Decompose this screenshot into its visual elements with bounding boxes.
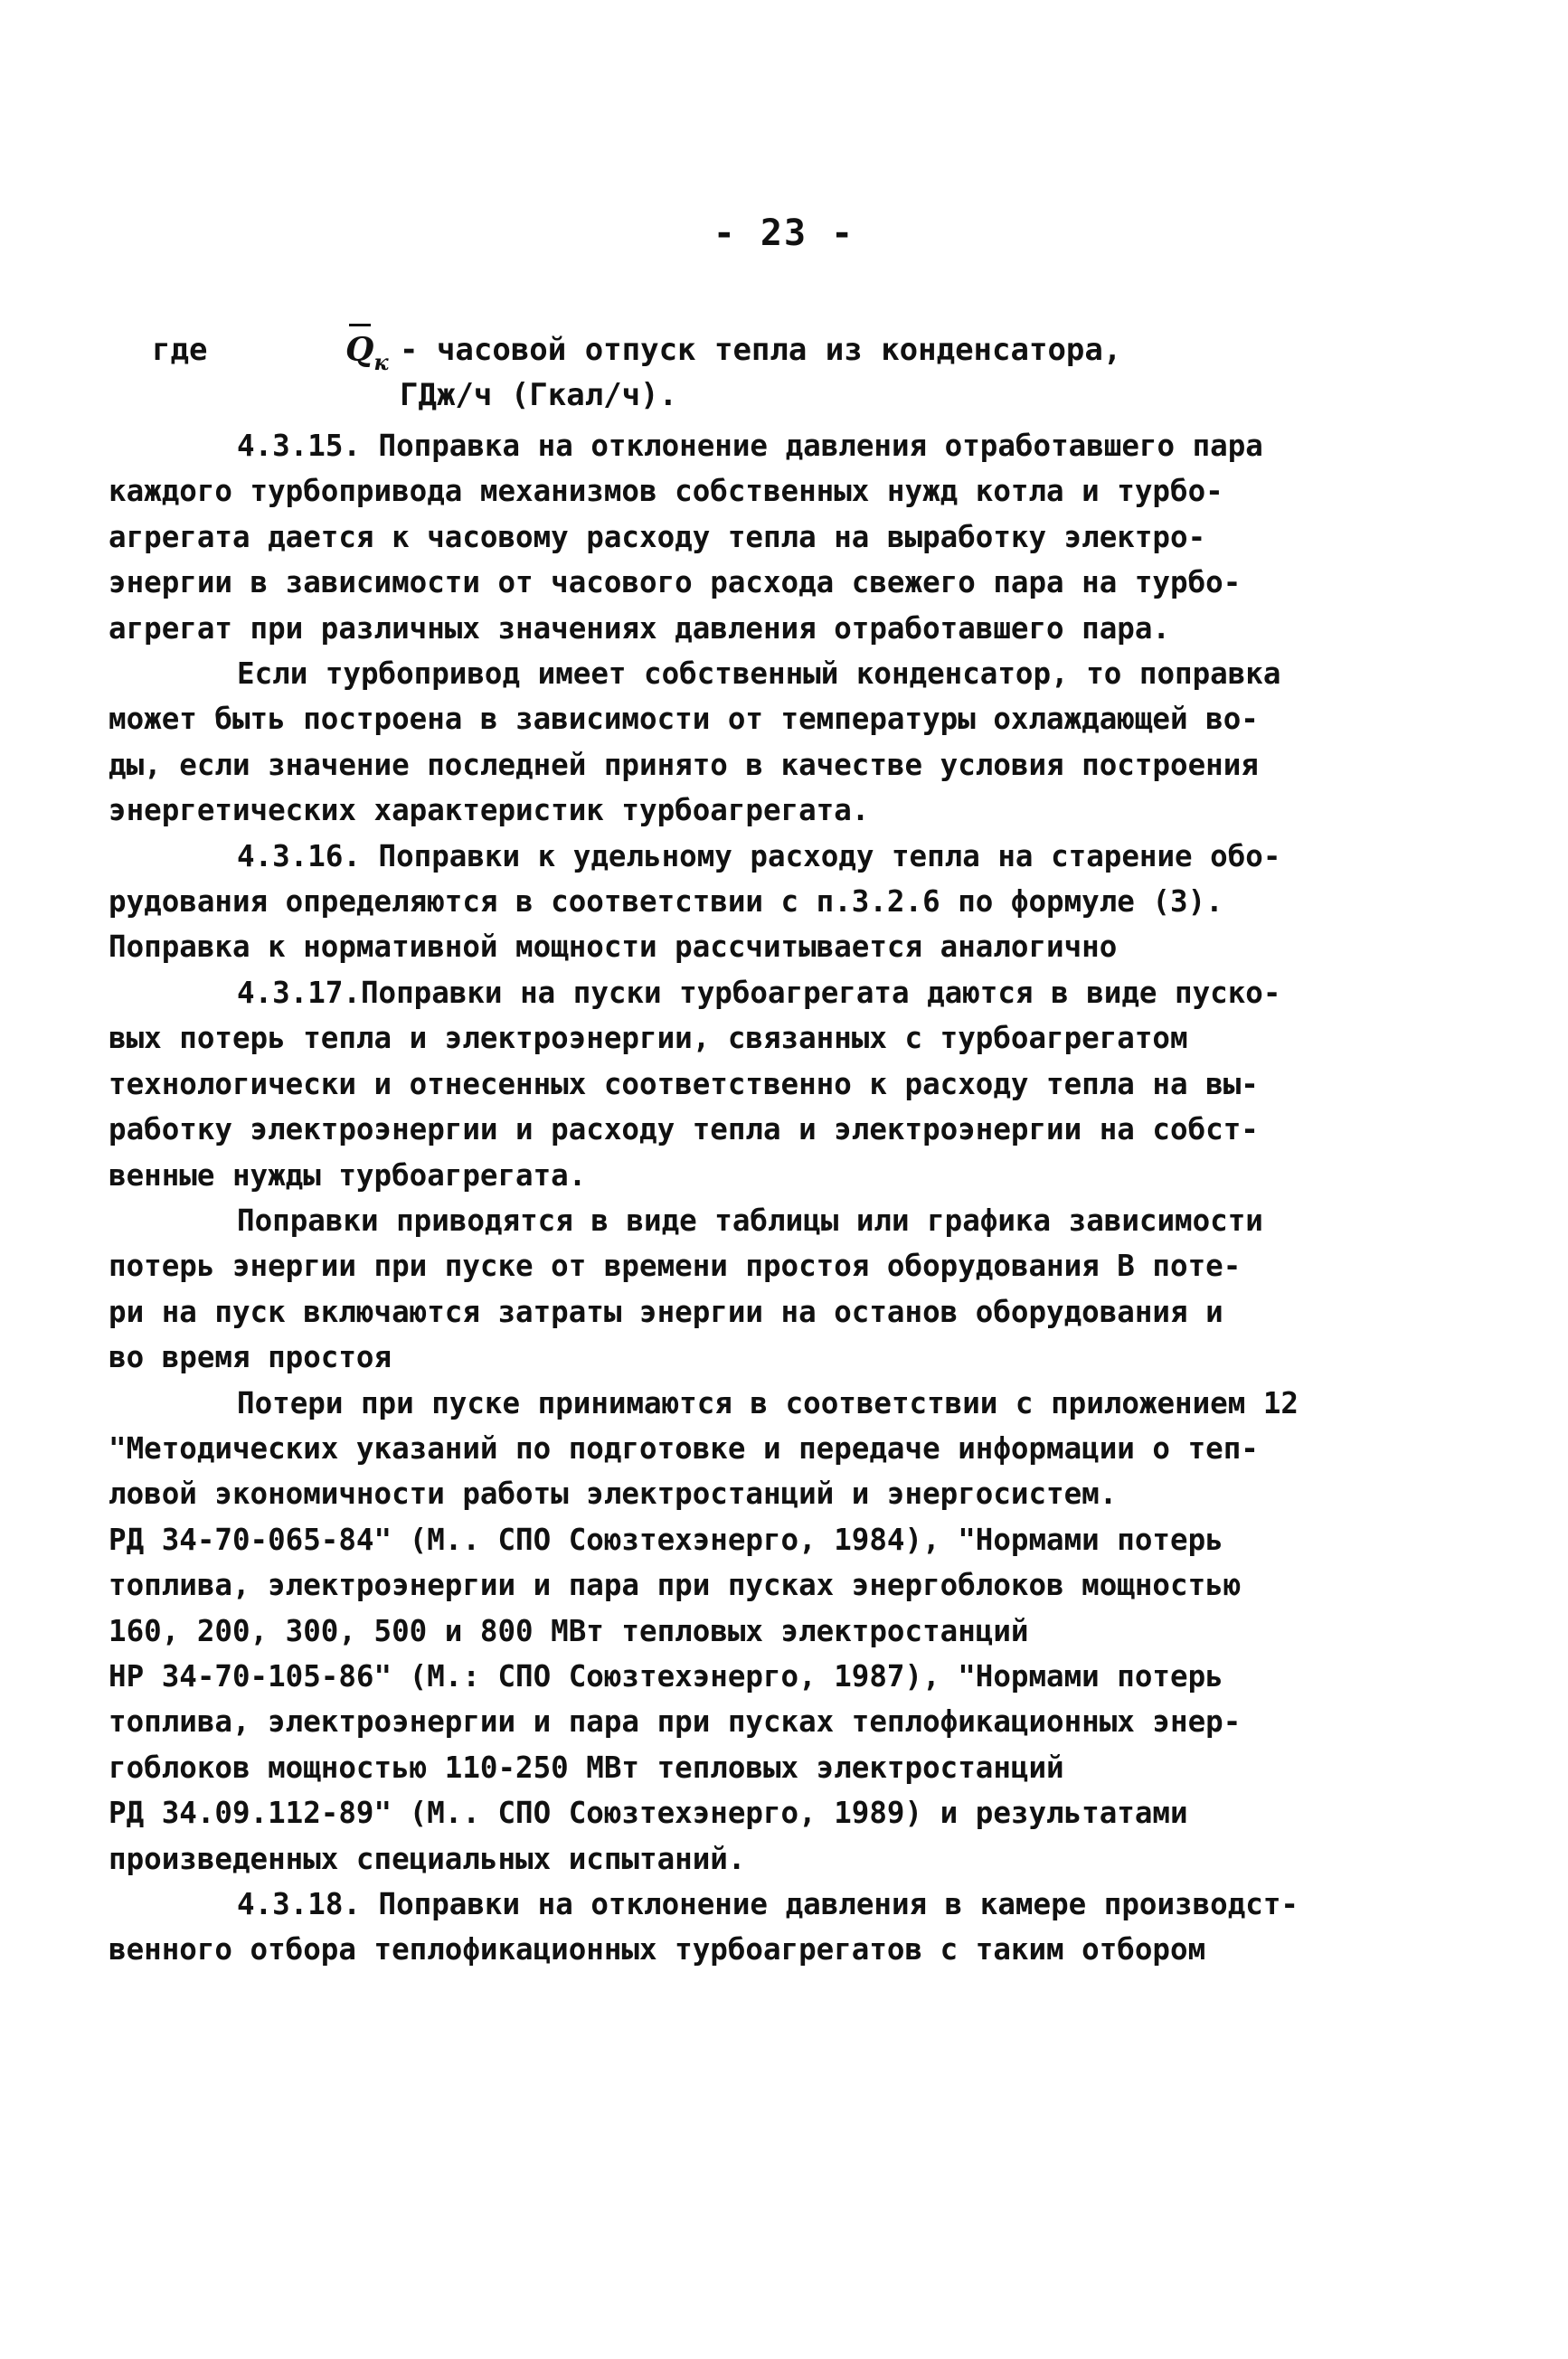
- overbar: [349, 324, 371, 326]
- text-line: Поправка к нормативной мощности рассчитывается аналогично: [109, 929, 1118, 965]
- definition-line: - часовой отпуск тепла из конденсатора,: [400, 332, 1122, 368]
- text-line: гоблоков мощностью 110-250 МВт тепловых электростанций: [109, 1750, 1064, 1785]
- text-line: потерь энергии при пуске от времени простоя оборудования В поте-: [109, 1249, 1242, 1284]
- text-line: РД 34.09.112-89" (М.. СПО Союзтехэнерго, 1989) и результатами: [109, 1796, 1188, 1831]
- text-line: вых потерь тепла и электроэнергии, связанных с турбоагрегатом: [109, 1021, 1188, 1056]
- text-line: РД 34-70-065-84" (М.. СПО Союзтехэнерго, 1984), "Нормами потерь: [109, 1522, 1223, 1557]
- text-line: ды, если значение последней принято в качестве условия построения: [109, 747, 1259, 782]
- where-word: где: [152, 332, 208, 368]
- paragraph: [109, 970, 1320, 1198]
- text-line: 4.3.18. Поправки на отклонение давления в камере производст-: [237, 1887, 1299, 1921]
- text-line: Потери при пуске принимаются в соответствии с приложением 12: [237, 1385, 1299, 1420]
- text-line: агрегат при различных значениях давления отработавшего пара.: [109, 610, 1170, 646]
- text-line: 4.3.17.Поправки на пуски турбоагрегата даются в виде пуско-: [237, 975, 1281, 1010]
- text-line: венного отбора теплофикационных турбоагрегатов с таким отбором: [109, 1932, 1206, 1967]
- text-line: 160, 200, 300, 500 и 800 МВт тепловых электростанций: [109, 1613, 1029, 1648]
- text-line: каждого турбопривода механизмов собственных нужд котла и турбо-: [109, 474, 1223, 509]
- text-line: Поправки приводятся в виде таблицы или графика зависимости: [237, 1203, 1263, 1238]
- text-line: ловой экономичности работы электростанций и энергосистем.: [109, 1477, 1118, 1512]
- paragraph: [109, 1381, 1320, 1882]
- text-line: ри на пуск включаются затраты энергии на останов оборудования и: [109, 1294, 1223, 1329]
- symbol-letter: Q: [345, 331, 374, 369]
- text-line: во время простоя: [109, 1340, 392, 1375]
- paragraph: [109, 651, 1320, 834]
- body-text: [109, 423, 1320, 1973]
- paragraph: [109, 1198, 1320, 1381]
- heat-release-symbol: [345, 327, 389, 385]
- paragraph: [109, 423, 1320, 651]
- text-line: "Методических указаний по подготовке и передаче информации о теп-: [109, 1430, 1259, 1466]
- text-line: топлива, электроэнергии и пара при пусках энергоблоков мощностью: [109, 1568, 1242, 1603]
- text-line: может быть построена в зависимости от температуры охлаждающей во-: [109, 702, 1259, 737]
- text-line: энергии в зависимости от часового расхода свежего пара на турбо-: [109, 565, 1242, 600]
- definition-line: ГДж/ч (Гкал/ч).: [400, 377, 678, 413]
- text-line: работку электроэнергии и расходу тепла и электроэнергии на собст-: [109, 1112, 1259, 1147]
- text-line: агрегата дается к часовому расходу тепла на выработку электро-: [109, 519, 1206, 554]
- text-line: Если турбопривод имеет собственный конденсатор, то поправка: [237, 656, 1281, 692]
- text-line: рудования определяются в соответствии с п.3.2.6 по формуле (3).: [109, 884, 1223, 920]
- text-line: венные нужды турбоагрегата.: [109, 1157, 587, 1193]
- text-line: энергетических характеристик турбоагрегата.: [109, 793, 870, 828]
- paragraph: [109, 1882, 1320, 1973]
- text-line: НР 34-70-105-86" (М.: СПО Союзтехэнерго, 1987), "Нормами потерь: [109, 1658, 1223, 1694]
- symbol-subscript: к: [373, 349, 389, 375]
- text-line: технологически и отнесенных соответственно к расходу тепла на вы-: [109, 1066, 1259, 1101]
- symbol-definition: [400, 327, 1394, 418]
- text-line: топлива, электроэнергии и пара при пусках теплофикационных энер-: [109, 1704, 1242, 1740]
- page-number: - 23 -: [713, 212, 855, 254]
- text-line: 4.3.15. Поправка на отклонение давления отработавшего пара: [237, 429, 1263, 463]
- text-line: 4.3.16. Поправки к удельному расходу тепла на старение обо-: [237, 838, 1281, 873]
- paragraph: [109, 834, 1320, 970]
- text-line: произведенных специальных испытаний.: [109, 1841, 746, 1876]
